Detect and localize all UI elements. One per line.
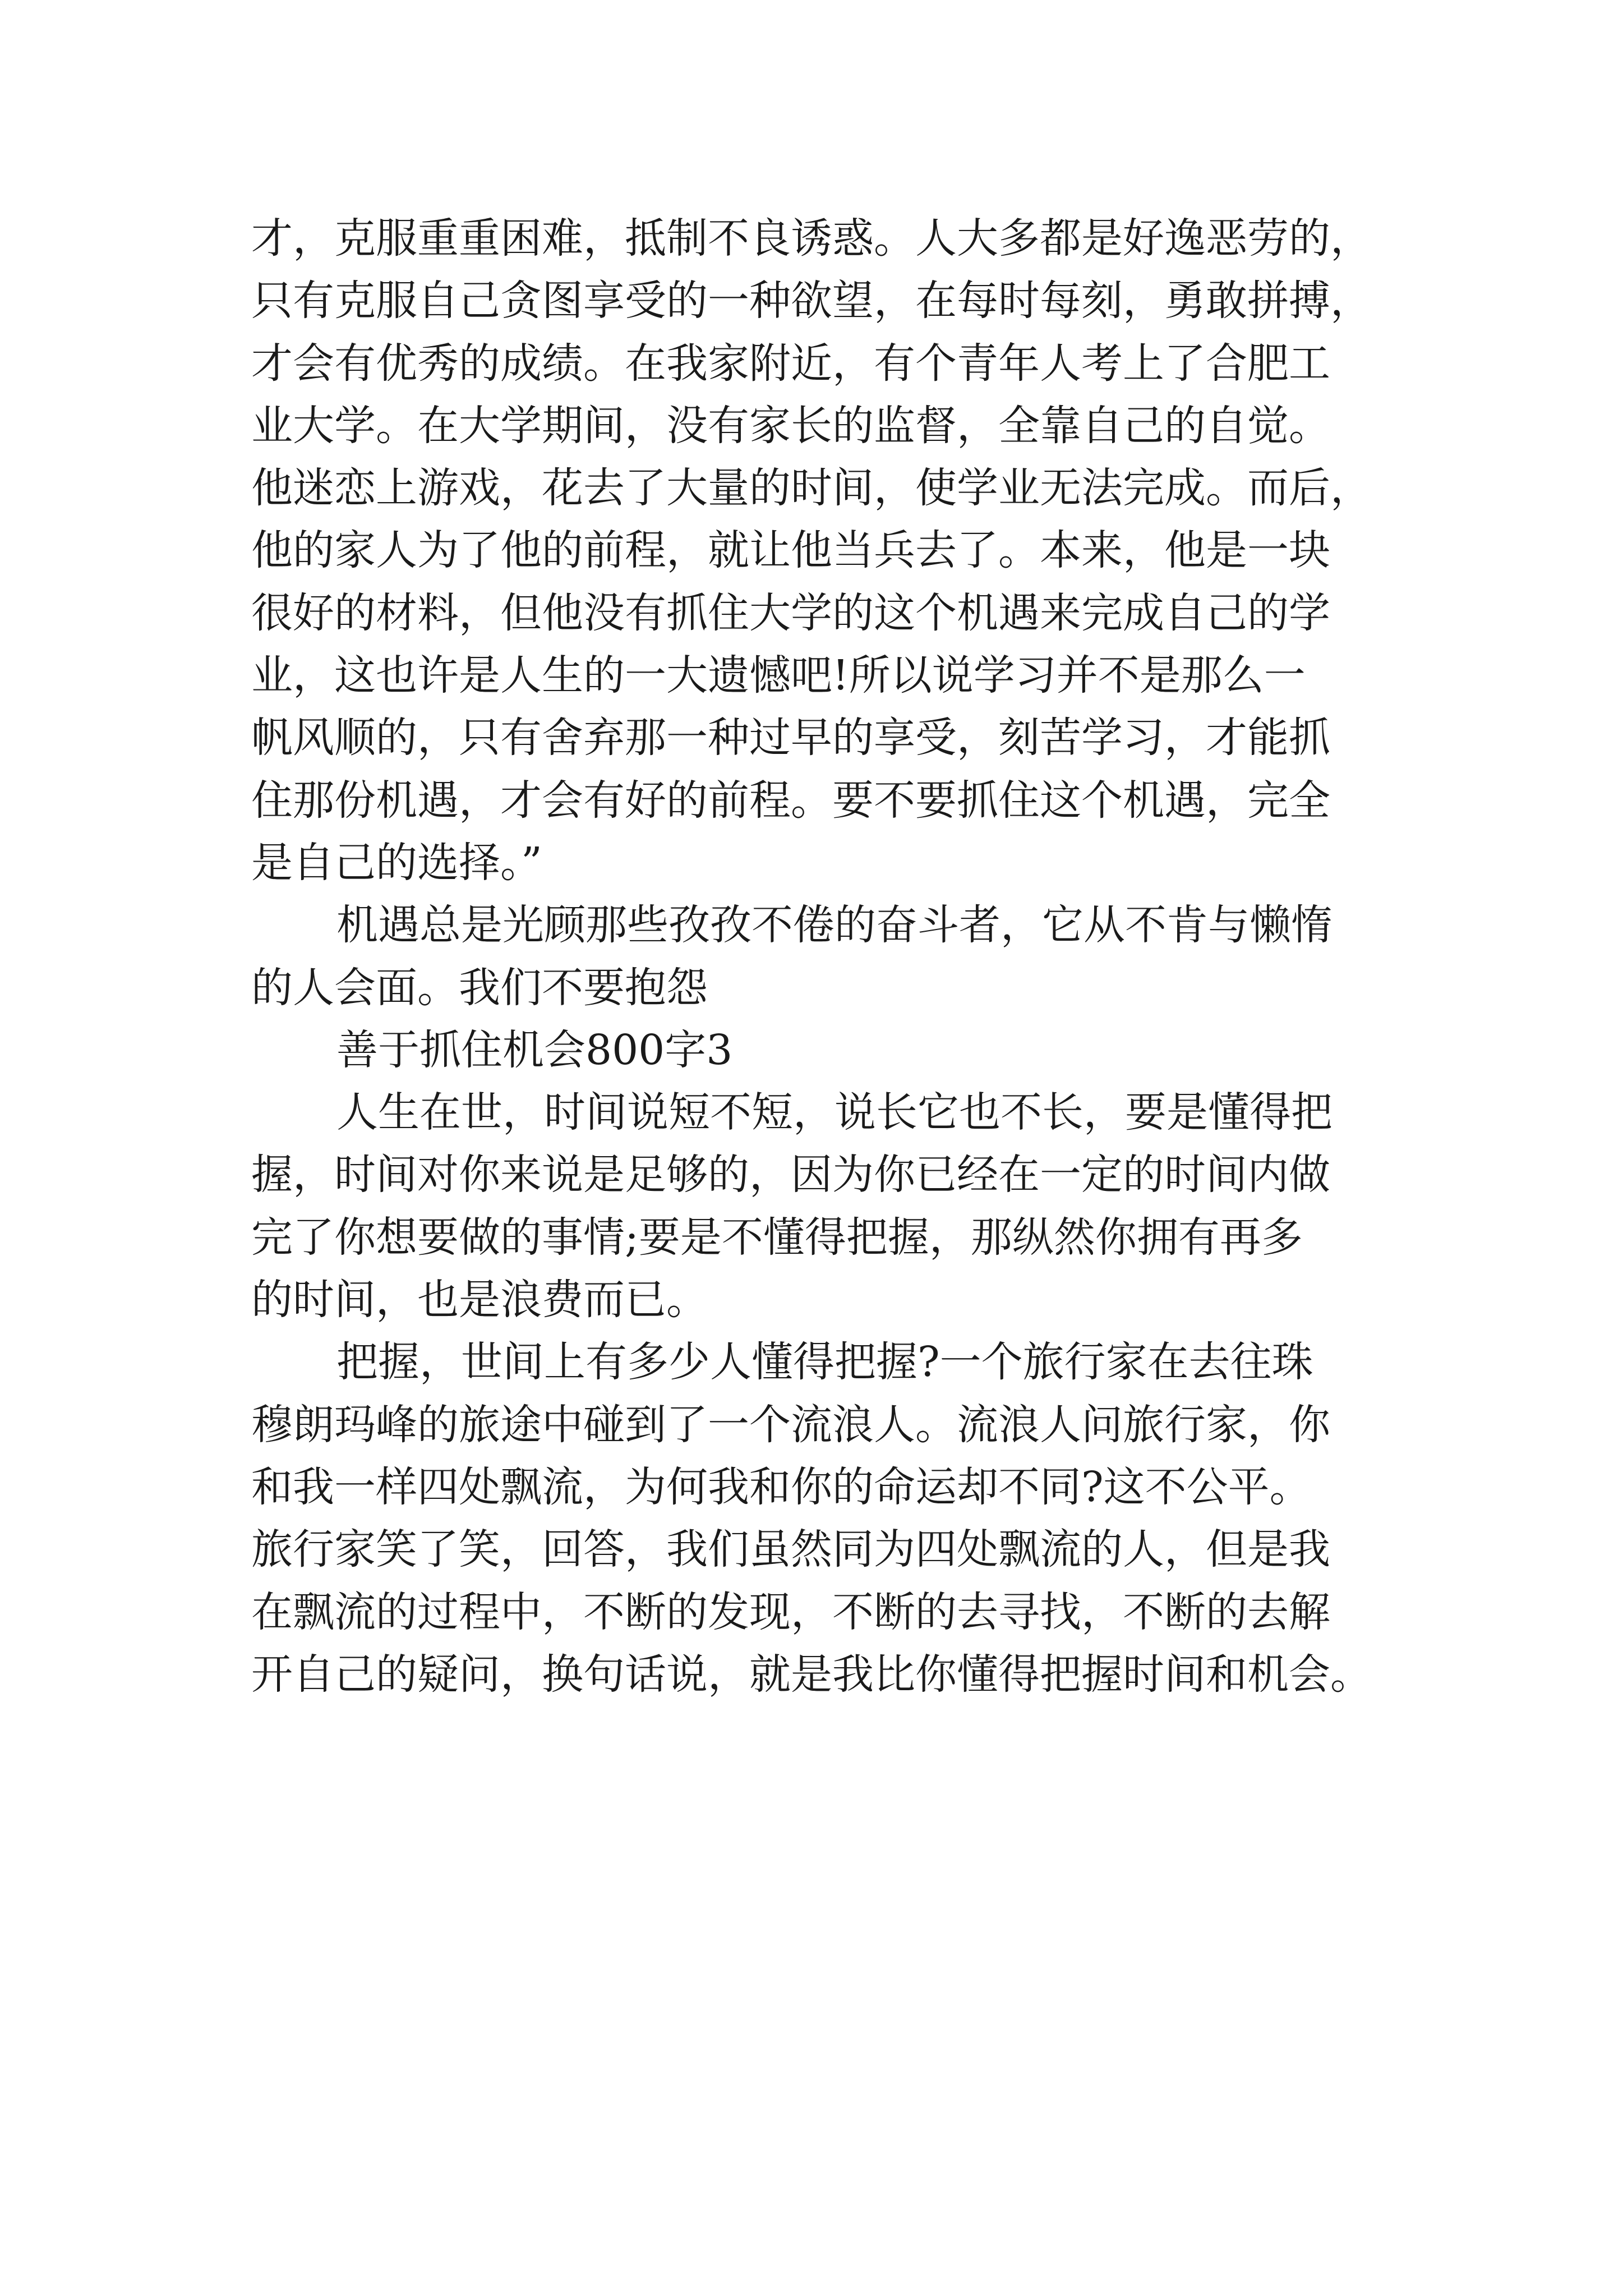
text-line: 人生在世，时间说短不短，说长它也不长，要是懂得把 (336, 1088, 1332, 1137)
text-line: 才，克服重重困难，抵制不良诱惑。人大多都是好逸恶劳的， (251, 214, 1372, 263)
text-line: 他的家人为了他的前程，就让他当兵去了。本来，他是一块 (251, 526, 1330, 575)
text-line: 完了你想要做的事情;要是不懂得把握，那纵然你拥有再多 (251, 1213, 1303, 1262)
text-line: 业大学。在大学期间，没有家长的监督，全靠自己的自觉。 (251, 401, 1330, 450)
text-line: 在飘流的过程中，不断的发现，不断的去寻找，不断的去解 (251, 1588, 1330, 1636)
text-line: 的人会面。我们不要抱怨 (251, 963, 708, 1012)
text-line: 只有克服自己贪图享受的一种欲望，在每时每刻，勇敢拼搏， (251, 277, 1372, 325)
text-line: 他迷恋上游戏，花去了大量的时间，使学业无法完成。而后， (251, 464, 1372, 513)
text-line: 业，这也许是人生的一大遗憾吧!所以说学习并不是那么一 (251, 651, 1306, 700)
text-line: 的时间，也是浪费而已。 (251, 1276, 708, 1324)
text-line: 住那份机遇，才会有好的前程。要不要抓住这个机遇，完全 (251, 776, 1330, 825)
text-line: 开自己的疑问，换句话说，就是我比你懂得把握时间和机会。 (251, 1650, 1372, 1699)
text-line: 握，时间对你来说是足够的，因为你已经在一定的时间内做 (251, 1151, 1330, 1199)
text-line: 善于抓住机会800字3 (336, 1025, 733, 1074)
document-body (251, 208, 1384, 1706)
text-line: 和我一样四处飘流，为何我和你的命运却不同?这不公平。 (251, 1462, 1311, 1511)
text-line: 才会有优秀的成绩。在我家附近，有个青年人考上了合肥工 (251, 339, 1330, 388)
text-line: 很好的材料，但他没有抓住大学的这个机遇来完成自己的学 (251, 588, 1330, 637)
text-line: 是自己的选择。” (251, 838, 542, 887)
text-line: 把握，世间上有多少人懂得把握?一个旅行家在去往珠 (336, 1338, 1313, 1387)
text-line: 穆朗玛峰的旅途中碰到了一个流浪人。流浪人问旅行家，你 (251, 1400, 1330, 1449)
text-line: 帆风顺的，只有舍弃那一种过早的享受，刻苦学习，才能抓 (251, 714, 1330, 762)
text-line: 机遇总是光顾那些孜孜不倦的奋斗者，它从不肯与懒惰 (336, 901, 1332, 950)
text-line: 旅行家笑了笑，回答，我们虽然同为四处飘流的人，但是我 (251, 1525, 1330, 1574)
